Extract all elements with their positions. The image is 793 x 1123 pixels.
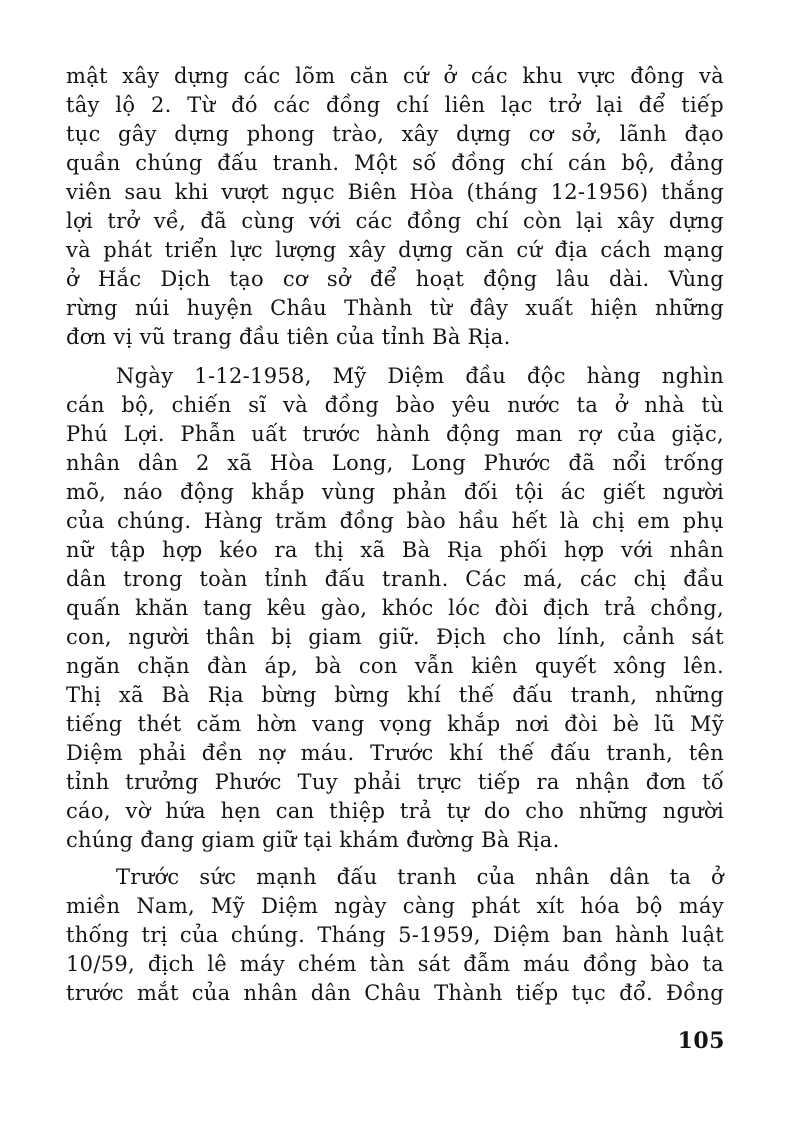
text-line: của chúng. Hàng trăm đồng bào hầu hết là chị em phụ	[66, 509, 724, 533]
text-line: ở Hắc Dịch tạo cơ sở để hoạt động lâu dài. Vùng	[66, 267, 724, 291]
text-line: ngăn chặn đàn áp, bà con vẫn kiên quyết xông lên.	[66, 654, 724, 678]
text-line: quần chúng đấu tranh. Một số đồng chí cán bộ, đảng	[66, 151, 724, 175]
text-line: tiếng thét căm hờn vang vọng khắp nơi đòi bè lũ Mỹ	[66, 712, 724, 736]
text-line: Phú Lợi. Phẫn uất trước hành động man rợ của giặc,	[66, 422, 724, 446]
text-line: 10/59, địch lê máy chém tàn sát đẫm máu đồng bào ta	[66, 952, 724, 976]
text-line: miền Nam, Mỹ Diệm ngày càng phát xít hóa bộ máy	[66, 894, 724, 918]
text-line: mõ, náo động khắp vùng phản đối tội ác giết người	[66, 480, 724, 504]
text-line: quấn khăn tang kêu gào, khóc lóc đòi địch trả chồng,	[66, 596, 724, 620]
text-line: thống trị của chúng. Tháng 5-1959, Diệm ban hành luật	[66, 923, 724, 947]
text-line: Trước sức mạnh đấu tranh của nhân dân ta ở	[116, 865, 724, 889]
text-line: Ngày 1-12-1958, Mỹ Diệm đầu độc hàng nghìn	[116, 364, 724, 388]
text-line: tục gây dựng phong trào, xây dựng cơ sở, lãnh đạo	[66, 122, 724, 146]
text-line: nhân dân 2 xã Hòa Long, Long Phước đã nổi trống	[66, 451, 724, 475]
text-line: lợi trở về, đã cùng với các đồng chí còn lại xây dựng	[66, 209, 724, 233]
text-line: chúng đang giam giữ tại khám đường Bà Rịa.	[66, 828, 560, 852]
text-line: trước mắt của nhân dân Châu Thành tiếp tục đổ. Đồng	[66, 981, 724, 1005]
text-line: Diệm phải đền nợ máu. Trước khí thế đấu tranh, tên	[66, 741, 724, 765]
text-line: và phát triển lực lượng xây dựng căn cứ địa cách mạng	[66, 238, 724, 262]
paragraph-3	[66, 863, 724, 1008]
paragraph-2	[66, 362, 724, 855]
text-line: viên sau khi vượt ngục Biên Hòa (tháng 12-1956) thắng	[66, 180, 724, 204]
text-line: dân trong toàn tỉnh đấu tranh. Các má, các chị đầu	[66, 567, 724, 591]
text-line: con, người thân bị giam giữ. Địch cho lính, cảnh sát	[66, 625, 724, 649]
text-line: Thị xã Bà Rịa bừng bừng khí thế đấu tranh, những	[66, 683, 724, 707]
text-line: tây lộ 2. Từ đó các đồng chí liên lạc trở lại để tiếp	[66, 93, 724, 117]
text-line: cáo, vờ hứa hẹn can thiệp trả tự do cho những người	[66, 799, 724, 823]
text-line: nữ tập hợp kéo ra thị xã Bà Rịa phối hợp với nhân	[66, 538, 724, 562]
text-line: cán bộ, chiến sĩ và đồng bào yêu nước ta ở nhà tù	[66, 393, 724, 417]
text-line: tỉnh trưởng Phước Tuy phải trực tiếp ra nhận đơn tố	[66, 770, 724, 794]
text-line: rừng núi huyện Châu Thành từ đây xuất hiện những	[66, 296, 724, 320]
text-line: mật xây dựng các lõm căn cứ ở các khu vực đông và	[66, 64, 724, 88]
text-line: đơn vị vũ trang đầu tiên của tỉnh Bà Rịa.	[66, 325, 511, 349]
paragraph-1	[66, 62, 724, 352]
page-number: 105	[677, 1028, 725, 1054]
